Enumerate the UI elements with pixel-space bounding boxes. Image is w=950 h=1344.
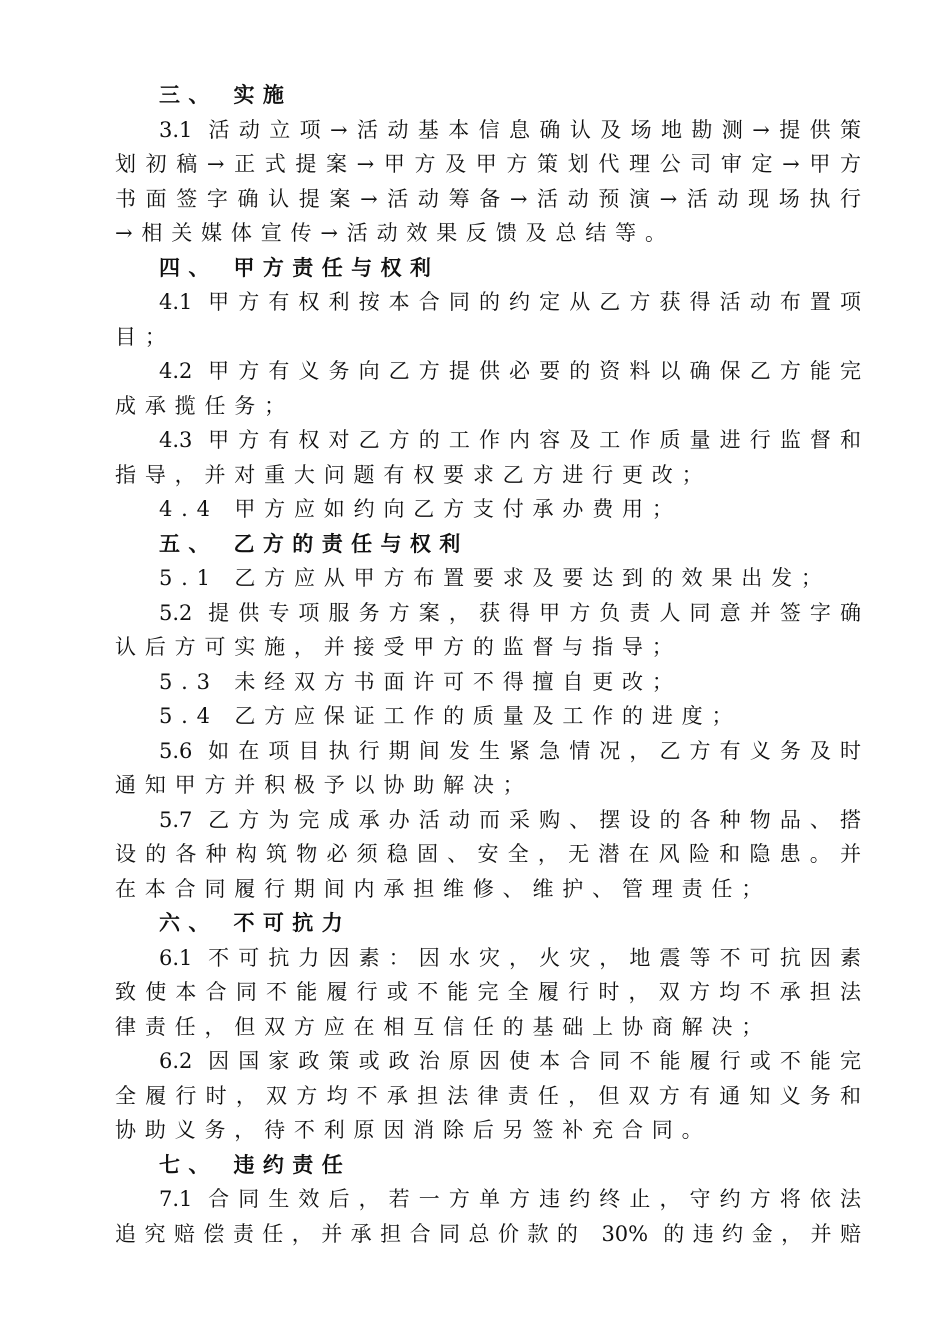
paragraph-line: 6.2 因国家政策或政治原因使本合同不能履行或不能完 (159, 1049, 861, 1073)
paragraph-line: 划初稿→正式提案→甲方及甲方策划代理公司审定→甲方 (115, 152, 861, 176)
paragraph-line: 成承揽任务； (115, 393, 294, 418)
paragraph-line: 4.3 甲方有权对乙方的工作内容及工作质量进行监督和 (159, 428, 861, 452)
section-heading: 五、 乙方的责任与权利 (159, 531, 469, 556)
paragraph-line: 5.3 未经双方书面许可不得擅自更改； (159, 669, 682, 694)
section-heading: 三、 实施 (159, 83, 293, 107)
paragraph-line: 4.4 甲方应如约向乙方支付承办费用； (159, 497, 682, 521)
paragraph-line: 6.1 不可抗力因素：因水灾，火灾，地震等不可抗因素 (159, 945, 861, 970)
paragraph-line: 7.1 合同生效后，若一方单方违约终止，守约方将依法 (159, 1187, 861, 1211)
paragraph-line: 3.1 活动立项→活动基本信息确认及场地勘测→提供策 (159, 117, 861, 142)
paragraph-line: 在本合同履行期间内承担维修、维护、管理责任； (115, 876, 772, 901)
paragraph-line: 追究赔偿责任，并承担合同总价款的 30% 的违约金，并赔 (115, 1221, 861, 1246)
paragraph-line: 5.4 乙方应保证工作的质量及工作的进度； (159, 704, 742, 728)
section-heading: 四、 甲方责任与权利 (159, 255, 440, 280)
paragraph-line: 协助义务，待不利原因消除后另签补充合同。 (115, 1118, 712, 1142)
paragraph-line: 5.6 如在项目执行期间发生紧急情况，乙方有义务及时 (159, 738, 861, 763)
paragraph-line: 设的各种构筑物必须稳固、安全，无潜在风险和隐患。并 (115, 842, 861, 866)
paragraph-line: 5.7 乙方为完成承办活动而采购、摆设的各种物品、搭 (159, 807, 861, 832)
paragraph-line: 律责任，但双方应在相互信任的基础上协商解决； (115, 1014, 772, 1039)
paragraph-line: →相关媒体宣传→活动效果反馈及总结等。 (115, 221, 675, 245)
paragraph-line: 4.2 甲方有义务向乙方提供必要的资料以确保乙方能完 (159, 359, 861, 383)
paragraph-line: 4.1 甲方有权利按本合同的约定从乙方获得活动布置项 (159, 290, 861, 314)
paragraph-line: 全履行时，双方均不承担法律责任，但双方有通知义务和 (115, 1083, 861, 1108)
paragraph-line: 5.2 提供专项服务方案，获得甲方负责人同意并签字确 (159, 600, 861, 625)
section-heading: 七、 违约责任 (159, 1152, 352, 1177)
paragraph-line: 书面签字确认提案→活动筹备→活动预演→活动现场执行 (115, 186, 861, 211)
section-heading: 六、 不可抗力 (159, 911, 352, 935)
paragraph-line: 致使本合同不能履行或不能完全履行时，双方均不承担法 (115, 980, 861, 1004)
paragraph-line: 认后方可实施，并接受甲方的监督与指导； (115, 635, 682, 659)
contract-page (115, 78, 861, 1251)
paragraph-line: 5.1 乙方应从甲方布置要求及要达到的效果出发； (159, 566, 831, 590)
paragraph-line: 目； (115, 324, 175, 349)
paragraph-line: 指导，并对重大问题有权要求乙方进行更改； (115, 462, 712, 487)
paragraph-line: 通知甲方并积极予以协助解决； (115, 773, 533, 797)
